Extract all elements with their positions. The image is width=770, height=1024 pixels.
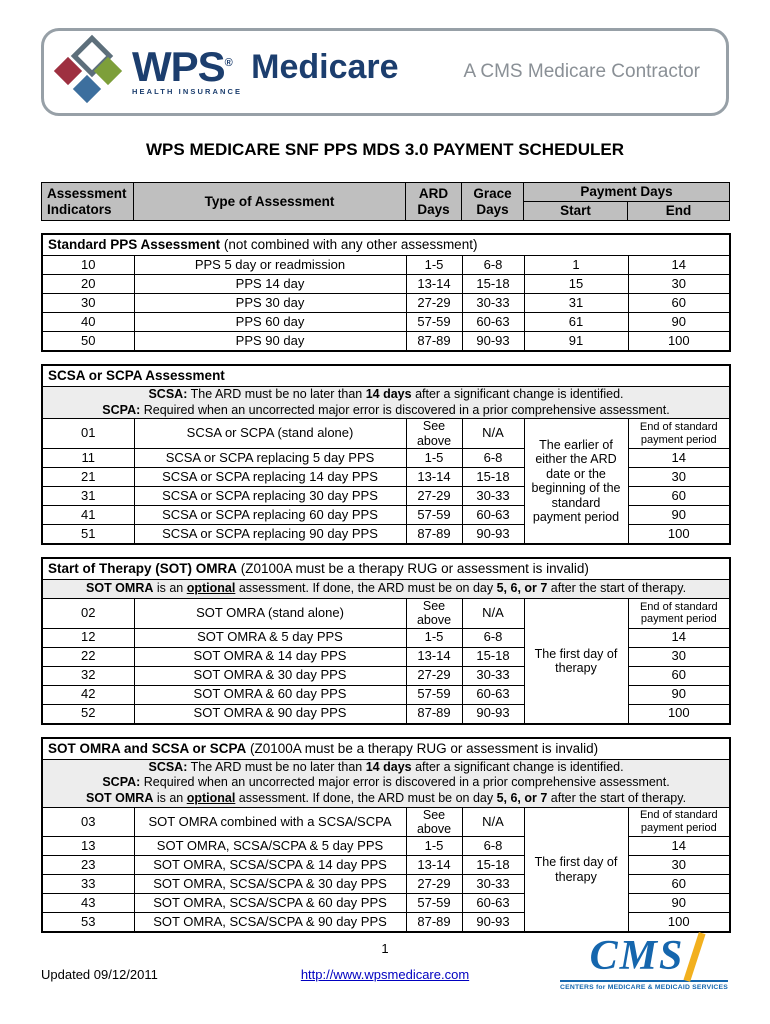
section-notes-row xyxy=(42,580,730,599)
cell-type: PPS 90 day xyxy=(134,332,406,352)
cell-end: 14 xyxy=(628,256,730,275)
note-sot-omra: SOT OMRA is an optional assessment. If done, the ARD must be on day 5, 6, or 7 after the start of therapy. xyxy=(86,791,687,805)
col-header-end: End xyxy=(628,202,730,221)
cell-end: End of standard payment period xyxy=(628,419,730,449)
cell-grace: 15-18 xyxy=(462,275,524,294)
cell-start-merged: The first day of therapy xyxy=(524,599,628,724)
col-header-payment-days: Payment Days xyxy=(524,183,730,202)
col-header-type-of-assessment: Type of Assessment xyxy=(134,183,406,221)
table-row xyxy=(42,807,730,837)
cell-grace: N/A xyxy=(462,807,524,837)
cell-grace: 15-18 xyxy=(462,468,524,487)
updated-date: Updated 09/12/2011 xyxy=(41,967,158,982)
registered-mark: ® xyxy=(224,57,232,70)
section-sot-omra-scsa-scpa xyxy=(41,737,731,934)
cell-type: SCSA or SCPA replacing 60 day PPS xyxy=(134,506,406,525)
cell-grace: 6-8 xyxy=(462,449,524,468)
table-row xyxy=(42,599,730,629)
section-notes xyxy=(42,759,730,807)
cell-ard: 1-5 xyxy=(406,256,462,275)
section-notes xyxy=(42,387,730,419)
cell-end: 30 xyxy=(628,856,730,875)
cell-grace: 15-18 xyxy=(462,856,524,875)
cell-grace: 60-63 xyxy=(462,685,524,704)
cell-grace: 30-33 xyxy=(462,875,524,894)
cell-end: 14 xyxy=(628,837,730,856)
cell-end: 60 xyxy=(628,487,730,506)
cell-type: SOT OMRA combined with a SCSA/SCPA xyxy=(134,807,406,837)
section-title-row xyxy=(42,365,730,387)
cell-start: 91 xyxy=(524,332,628,352)
section-title-bold: Start of Therapy (SOT) OMRA xyxy=(48,561,238,577)
cell-type: SOT OMRA & 90 day PPS xyxy=(134,704,406,724)
cell-type: SOT OMRA, SCSA/SCPA & 60 day PPS xyxy=(134,894,406,913)
cell-ard: 27-29 xyxy=(406,666,462,685)
cell-indicator: 20 xyxy=(42,275,134,294)
cell-ard: See above xyxy=(406,419,462,449)
cell-grace: 60-63 xyxy=(462,506,524,525)
cell-end: 100 xyxy=(628,332,730,352)
cell-ard: 87-89 xyxy=(406,704,462,724)
col-header-start: Start xyxy=(524,202,628,221)
cell-indicator: 52 xyxy=(42,704,134,724)
cell-start: 31 xyxy=(524,294,628,313)
cell-type: SOT OMRA, SCSA/SCPA & 30 day PPS xyxy=(134,875,406,894)
cell-indicator: 21 xyxy=(42,468,134,487)
cell-end: End of standard payment period xyxy=(628,599,730,629)
cms-slash-icon xyxy=(684,932,706,982)
cell-start: 1 xyxy=(524,256,628,275)
cell-grace: 15-18 xyxy=(462,647,524,666)
cell-end: 100 xyxy=(628,913,730,933)
cell-ard: 57-59 xyxy=(406,894,462,913)
cell-ard: 13-14 xyxy=(406,468,462,487)
section-notes-row xyxy=(42,759,730,807)
wps-wordmark xyxy=(132,43,243,96)
cell-indicator: 12 xyxy=(42,628,134,647)
wpsmedicare-link[interactable]: http://www.wpsmedicare.com xyxy=(300,967,470,982)
cell-ard: 1-5 xyxy=(406,837,462,856)
cms-tagline: CENTERS for MEDICARE & MEDICAID SERVICES xyxy=(560,980,728,991)
cell-end: 60 xyxy=(628,666,730,685)
wps-diamond-logo-icon xyxy=(58,41,124,103)
cms-wordmark: CMS xyxy=(589,933,685,979)
section-title xyxy=(42,365,730,387)
cell-grace: 60-63 xyxy=(462,894,524,913)
table-row xyxy=(42,256,730,275)
cell-ard: 1-5 xyxy=(406,628,462,647)
section-title-rest: (not combined with any other assessment) xyxy=(220,237,478,253)
cell-grace: 30-33 xyxy=(462,666,524,685)
cell-grace: 6-8 xyxy=(462,256,524,275)
health-insurance-tagline: HEALTH INSURANCE xyxy=(132,86,243,96)
note-scpa: SCPA: Required when an uncorrected major error is discovered in a prior comprehensive assessment. xyxy=(102,775,670,790)
cell-end: 30 xyxy=(628,468,730,487)
col-header-assessment-indicators: Assessment Indicators xyxy=(42,183,134,221)
cell-grace: 60-63 xyxy=(462,313,524,332)
cell-start-merged: The earlier of either the ARD date or the beginning of the standard payment period xyxy=(524,419,628,544)
cell-indicator: 51 xyxy=(42,525,134,545)
col-header-ard-days: ARD Days xyxy=(406,183,462,221)
section-scsa-scpa xyxy=(41,364,731,545)
page-title: WPS MEDICARE SNF PPS MDS 3.0 PAYMENT SCHEDULER xyxy=(146,140,624,159)
cell-indicator: 01 xyxy=(42,419,134,449)
table-row xyxy=(42,419,730,449)
cell-indicator: 40 xyxy=(42,313,134,332)
cell-end: 90 xyxy=(628,894,730,913)
cell-end: 30 xyxy=(628,275,730,294)
cms-logo xyxy=(560,935,728,991)
wps-logo-group xyxy=(58,41,399,103)
cell-ard: 57-59 xyxy=(406,506,462,525)
section-title xyxy=(42,558,730,580)
cell-indicator: 53 xyxy=(42,913,134,933)
cell-end: 14 xyxy=(628,449,730,468)
cell-ard: 57-59 xyxy=(406,313,462,332)
section-notes-row xyxy=(42,387,730,419)
section-title-bold: SCSA or SCPA Assessment xyxy=(48,368,225,384)
wps-logo-banner xyxy=(41,28,729,116)
cell-indicator: 41 xyxy=(42,506,134,525)
wps-text xyxy=(132,43,242,91)
cell-type: SCSA or SCPA (stand alone) xyxy=(134,419,406,449)
section-title xyxy=(42,234,730,256)
cell-type: SOT OMRA, SCSA/SCPA & 14 day PPS xyxy=(134,856,406,875)
cell-type: SCSA or SCPA replacing 30 day PPS xyxy=(134,487,406,506)
cell-grace: 30-33 xyxy=(462,487,524,506)
table-row xyxy=(42,332,730,352)
cell-indicator: 31 xyxy=(42,487,134,506)
cell-end: 90 xyxy=(628,685,730,704)
cell-indicator: 02 xyxy=(42,599,134,629)
cell-end: 60 xyxy=(628,875,730,894)
cell-indicator: 03 xyxy=(42,807,134,837)
section-title-bold: SOT OMRA and SCSA or SCPA xyxy=(48,740,247,756)
cell-type: PPS 30 day xyxy=(134,294,406,313)
medicare-wordmark: Medicare xyxy=(251,47,399,86)
cell-indicator: 22 xyxy=(42,647,134,666)
page-number: 1 xyxy=(381,941,389,956)
cell-grace: 90-93 xyxy=(462,913,524,933)
cell-ard: 13-14 xyxy=(406,275,462,294)
cell-type: SOT OMRA (stand alone) xyxy=(134,599,406,629)
cell-indicator: 23 xyxy=(42,856,134,875)
cell-grace: 90-93 xyxy=(462,332,524,352)
cell-type: PPS 14 day xyxy=(134,275,406,294)
cell-ard: 87-89 xyxy=(406,332,462,352)
section-title-rest: (Z0100A must be a therapy RUG or assessment is invalid) xyxy=(246,740,599,756)
cell-grace: 30-33 xyxy=(462,294,524,313)
cell-end: 14 xyxy=(628,628,730,647)
cell-ard: 13-14 xyxy=(406,856,462,875)
table-row xyxy=(42,275,730,294)
cell-type: SOT OMRA & 30 day PPS xyxy=(134,666,406,685)
cell-ard: 87-89 xyxy=(406,913,462,933)
cell-indicator: 50 xyxy=(42,332,134,352)
cell-indicator: 33 xyxy=(42,875,134,894)
section-title xyxy=(42,738,730,760)
cell-ard: See above xyxy=(406,599,462,629)
section-title-row xyxy=(42,738,730,760)
cell-ard: 13-14 xyxy=(406,647,462,666)
cell-indicator: 11 xyxy=(42,449,134,468)
cell-grace: 90-93 xyxy=(462,525,524,545)
note-scsa: SCSA: The ARD must be no later than 14 days after a significant change is identified. xyxy=(148,759,624,774)
cell-end: 100 xyxy=(628,525,730,545)
cell-ard: 27-29 xyxy=(406,294,462,313)
section-standard-pps xyxy=(41,233,731,352)
table-row xyxy=(42,183,730,202)
cell-type: SOT OMRA, SCSA/SCPA & 5 day PPS xyxy=(134,837,406,856)
section-notes xyxy=(42,580,730,599)
cell-type: SCSA or SCPA replacing 14 day PPS xyxy=(134,468,406,487)
table-row xyxy=(42,313,730,332)
cell-grace: 90-93 xyxy=(462,704,524,724)
cell-indicator: 43 xyxy=(42,894,134,913)
cell-type: SOT OMRA, SCSA/SCPA & 90 day PPS xyxy=(134,913,406,933)
cell-grace: 6-8 xyxy=(462,628,524,647)
section-title-row xyxy=(42,558,730,580)
cms-contractor-text: A CMS Medicare Contractor xyxy=(463,61,700,82)
cell-ard: See above xyxy=(406,807,462,837)
cell-indicator: 32 xyxy=(42,666,134,685)
cms-mark xyxy=(590,935,699,977)
cell-type: SOT OMRA & 14 day PPS xyxy=(134,647,406,666)
cell-type: SOT OMRA & 60 day PPS xyxy=(134,685,406,704)
cell-ard: 87-89 xyxy=(406,525,462,545)
cell-end: 90 xyxy=(628,313,730,332)
cell-type: SCSA or SCPA replacing 5 day PPS xyxy=(134,449,406,468)
cell-start-merged: The first day of therapy xyxy=(524,807,628,932)
cell-end: 100 xyxy=(628,704,730,724)
cell-start: 61 xyxy=(524,313,628,332)
col-header-grace-days: Grace Days xyxy=(462,183,524,221)
cell-start: 15 xyxy=(524,275,628,294)
cell-ard: 27-29 xyxy=(406,487,462,506)
cell-end: 90 xyxy=(628,506,730,525)
note-scpa: SCPA: Required when an uncorrected major error is discovered in a prior comprehensive assessment. xyxy=(102,402,670,417)
cell-grace: N/A xyxy=(462,599,524,629)
table-row xyxy=(42,294,730,313)
cell-ard: 27-29 xyxy=(406,875,462,894)
cell-indicator: 42 xyxy=(42,685,134,704)
cell-grace: N/A xyxy=(462,419,524,449)
cell-ard: 57-59 xyxy=(406,685,462,704)
cell-type: PPS 60 day xyxy=(134,313,406,332)
cell-ard: 1-5 xyxy=(406,449,462,468)
cell-type: SCSA or SCPA replacing 90 day PPS xyxy=(134,525,406,545)
cell-indicator: 13 xyxy=(42,837,134,856)
note-scsa: SCSA: The ARD must be no later than 14 days after a significant change is identified. xyxy=(148,387,624,401)
cell-indicator: 30 xyxy=(42,294,134,313)
diamond-blue-icon xyxy=(73,75,101,103)
section-title-bold: Standard PPS Assessment xyxy=(48,237,221,253)
section-sot-omra xyxy=(41,557,731,725)
section-title-row xyxy=(42,234,730,256)
note-sot-omra: SOT OMRA is an optional assessment. If done, the ARD must be on day 5, 6, or 7 after the start of therapy. xyxy=(86,581,687,596)
wps-letters: WPS xyxy=(132,43,225,91)
cell-indicator: 10 xyxy=(42,256,134,275)
cell-end: 30 xyxy=(628,647,730,666)
section-title-rest: (Z0100A must be a therapy RUG or assessment is invalid) xyxy=(237,561,589,577)
cell-end: End of standard payment period xyxy=(628,807,730,837)
cell-end: 60 xyxy=(628,294,730,313)
cell-type: PPS 5 day or readmission xyxy=(134,256,406,275)
cell-type: SOT OMRA & 5 day PPS xyxy=(134,628,406,647)
cell-grace: 6-8 xyxy=(462,837,524,856)
header-table xyxy=(41,182,730,221)
